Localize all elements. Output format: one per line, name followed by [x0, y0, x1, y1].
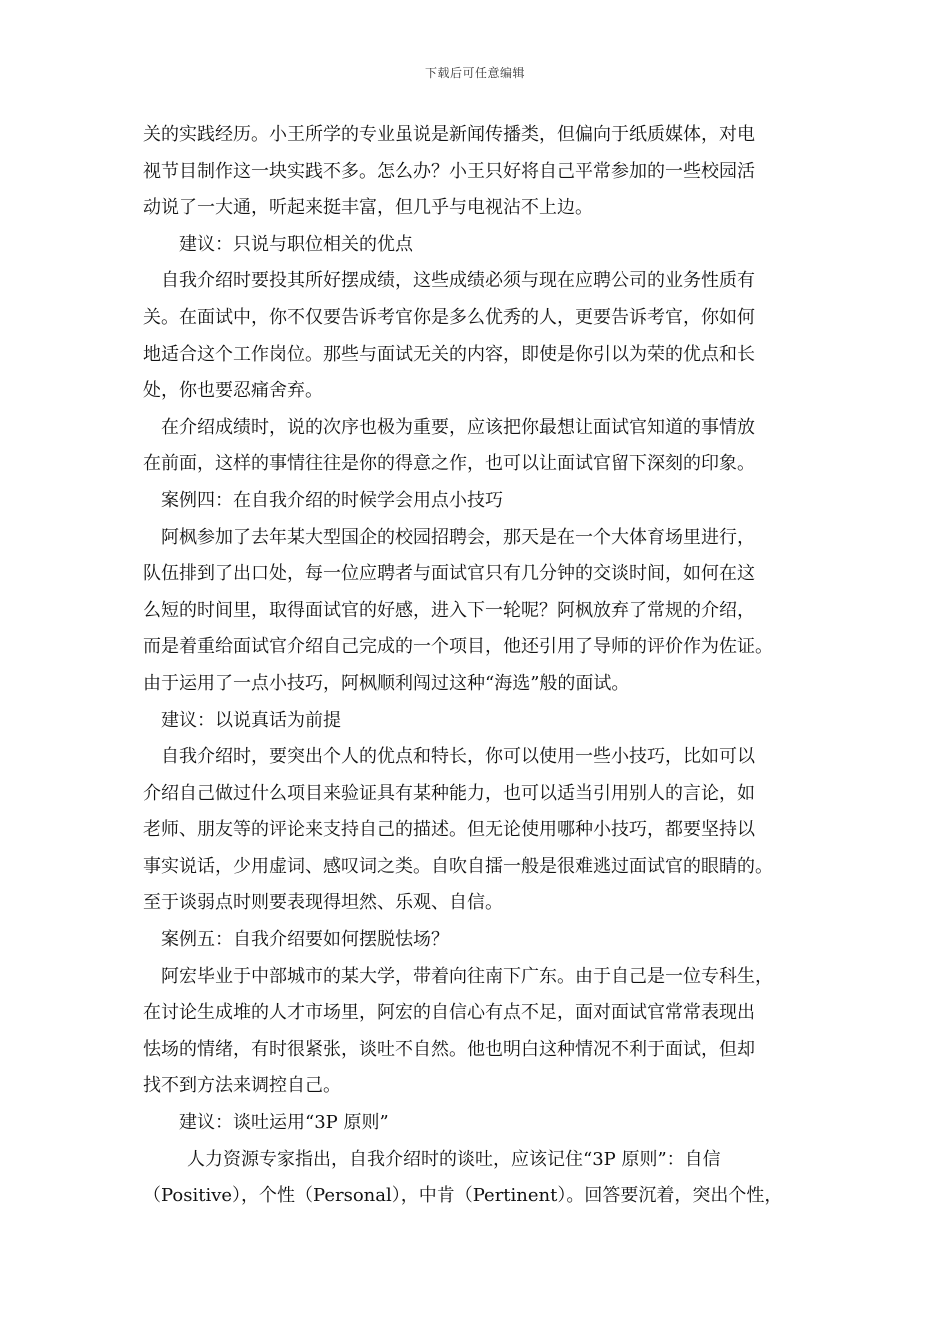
paragraph-line: 事实说话，少用虚词、感叹词之类。自吹自擂一般是很难逃过面试官的眼睛的。: [143, 855, 773, 877]
paragraph-line: 找不到方法来调控自己。: [143, 1075, 341, 1097]
paragraph-line: 阿宏毕业于中部城市的某大学，带着向往南下广东。由于自己是一位专科生，: [161, 965, 773, 987]
paragraph-line: 在介绍成绩时，说的次序也极为重要，应该把你最想让面试官知道的事情放: [161, 416, 755, 438]
paragraph-line: 介绍自己做过什么项目来验证具有某种能力，也可以适当引用别人的言论，如: [143, 782, 755, 804]
paragraph-line: 建议：以说真话为前提: [161, 709, 341, 731]
paragraph: [143, 227, 833, 264]
paragraph-line: 关的实践经历。小王所学的专业虽说是新闻传播类，但偏向于纸质媒体，对电: [143, 124, 755, 145]
paragraph-line: 怯场的情绪，有时很紧张，谈吐不自然。他也明白这种情况不利于面试，但却: [143, 1038, 755, 1060]
paragraph-line: 建议：谈吐运用“3P 原则”: [179, 1112, 389, 1134]
paragraph-line: （Positive），个性（Personal），中肯（Pertinent）。回答要沉着，突出个性，: [143, 1185, 783, 1207]
paragraph-line: 视节目制作这一块实践不多。怎么办？小王只好将自己平常参加的一些校园活: [143, 160, 755, 182]
paragraph-line: 至于谈弱点时则要表现得坦然、乐观、自信。: [143, 892, 503, 914]
paragraph-line: 自我介绍时要投其所好摆成绩，这些成绩必须与现在应聘公司的业务性质有: [161, 270, 755, 292]
paragraph-line: 阿枫参加了去年某大型国企的校园招聘会，那天是在一个大体育场里进行，: [161, 526, 755, 548]
paragraph: [143, 703, 833, 740]
paragraph-line: 关。在面试中，你不仅要告诉考官你是多么优秀的人，更要告诉考官，你如何: [143, 306, 755, 328]
paragraph-line: 队伍排到了出口处，每一位应聘者与面试官只有几分钟的交谈时间，如何在这: [143, 563, 755, 585]
paragraph-line: 人力资源专家指出，自我介绍时的谈吐，应该记住“3P 原则”：自信: [187, 1148, 721, 1170]
paragraph: [143, 263, 833, 409]
paragraph: [143, 1142, 833, 1215]
document-body: [143, 117, 833, 1215]
paragraph: [143, 922, 833, 959]
paragraph-line: 老师、朋友等的评论来支持自己的描述。但无论使用哪种小技巧，都要坚持以: [143, 819, 755, 841]
paragraph-line: 而是着重给面试官介绍自己完成的一个项目，他还引用了导师的评价作为佐证。: [143, 636, 773, 658]
paragraph-line: 案例四：在自我介绍的时候学会用点小技巧: [161, 489, 503, 511]
paragraph-line: 建议：只说与职位相关的优点: [179, 233, 413, 255]
paragraph: [143, 1105, 833, 1142]
paragraph-line: 案例五：自我介绍要如何摆脱怯场？: [161, 929, 449, 951]
paragraph-line: 在前面，这样的事情往往是你的得意之作，也可以让面试官留下深刻的印象。: [143, 453, 755, 475]
paragraph-line: 动说了一大通，听起来挺丰富，但几乎与电视沾不上边。: [143, 197, 593, 219]
paragraph: [143, 739, 833, 922]
paragraph: [143, 483, 833, 520]
paragraph-line: 由于运用了一点小技巧，阿枫顺利闯过这种“海选”般的面试。: [143, 672, 630, 694]
paragraph: [143, 117, 833, 227]
paragraph: [143, 959, 833, 1105]
paragraph-line: 地适合这个工作岗位。那些与面试无关的内容，即使是你引以为荣的优点和长: [143, 343, 755, 365]
paragraph: [143, 410, 833, 483]
paragraph-line: 自我介绍时，要突出个人的优点和特长，你可以使用一些小技巧，比如可以: [161, 746, 755, 768]
page-header: 下载后可任意编辑: [424, 66, 525, 80]
paragraph-line: 在讨论生成堆的人才市场里，阿宏的自信心有点不足，面对面试官常常表现出: [143, 1002, 755, 1024]
paragraph-line: 么短的时间里，取得面试官的好感，进入下一轮呢？阿枫放弃了常规的介绍，: [143, 599, 755, 621]
paragraph-line: 处，你也要忍痛舍弃。: [143, 380, 323, 402]
paragraph: [143, 520, 833, 703]
